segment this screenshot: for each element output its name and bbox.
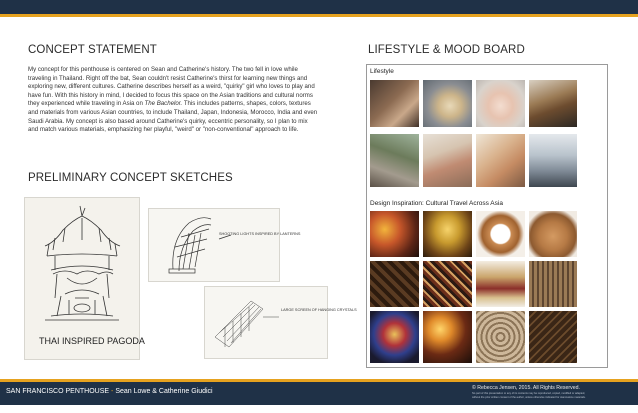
- concept-statement-heading: CONCEPT STATEMENT: [28, 44, 157, 56]
- footer-fine-print-2: without the prior written consent of the author, unless otherwise indicated for stand-alone materials.: [472, 396, 586, 400]
- concept-sketches-heading: PRELIMINARY CONCEPT SKETCHES: [28, 172, 233, 184]
- ornate-sofa-photo: [476, 261, 525, 307]
- dog-photo: [423, 80, 472, 127]
- footer-copyright: © Rebecca Jensen, 2015. All Rights Reserved.: [472, 385, 580, 391]
- lifestyle-label: Lifestyle: [370, 68, 394, 75]
- rock-climbing-photo: [370, 134, 419, 187]
- footer-designers: Sean Lowe & Catherine Giudici: [115, 388, 213, 395]
- footer-project-line: [6, 388, 213, 395]
- dark-wood-carving-photo: [529, 311, 577, 363]
- festival-lanterns-photo: [370, 211, 419, 257]
- pagoda-sketch: [24, 197, 145, 360]
- wooden-bracelet-photo: [476, 211, 525, 257]
- rose-window-photo: [370, 311, 419, 363]
- happy-couple-photo: [370, 80, 419, 127]
- hanging-crystals-sketch: [204, 286, 357, 359]
- lantern-lights-sketch: [148, 208, 301, 282]
- woven-wicker-photo: [529, 261, 577, 307]
- concept-text-part-1: My concept for this penthouse is centered on Sean and Catherine's history. The two fell in love while traveling in Thailand. Right off the bat, Sean couldn't resist Catherine's thirst for learning new things and exploring new, different cultures. Catherine describes herself as a weird, "quirky" girl who loves to play and have fun. With this history in mind, I decided to focus this space on the Asian traditions and cultural norms they experienced while traveling in Asia on: [28, 66, 315, 108]
- golden-temple-photo: [423, 211, 472, 257]
- footer-project-name: SAN FRANCISCO PENTHOUSE: [6, 388, 110, 395]
- footer-copyright-block: [472, 385, 632, 399]
- design-inspiration-label: Design Inspiration: Cultural Travel Across Asia: [370, 200, 503, 207]
- guitar-photo: [529, 80, 577, 127]
- concept-text-italic: The Bachelor.: [144, 100, 183, 108]
- mood-board-heading: LIFESTYLE & MOOD BOARD: [368, 44, 525, 56]
- pagoda-drawing: [25, 198, 145, 359]
- carved-panel-photo: [370, 261, 419, 307]
- footer-separator: -: [109, 388, 116, 395]
- crystals-note-text: LARGE SCREEN OF HANGING CRYSTALS: [281, 308, 357, 312]
- footer-bar: [0, 379, 638, 405]
- laptop-work-photo: [529, 134, 577, 187]
- patterned-textile-photo: [423, 261, 472, 307]
- concept-statement-text: [28, 66, 318, 135]
- friends-cooking-photo: [476, 134, 525, 187]
- footer-fine-print-1: No part of this presentation or any of its contents may be reproduced, copied, modified or adapted,: [472, 392, 586, 395]
- lantern-note: [219, 232, 301, 236]
- mood-board: [366, 64, 608, 368]
- family-at-table-photo: [423, 134, 472, 187]
- header-accent-line: [0, 14, 638, 17]
- wooden-balls-photo: [529, 211, 577, 257]
- crystals-note: [281, 308, 357, 312]
- header-bar: [0, 0, 638, 14]
- ornate-stone-carving-photo: [476, 311, 525, 363]
- pagoda-caption: THAI INSPIRED PAGODA: [39, 336, 145, 346]
- lantern-lights-drawing: [149, 209, 301, 281]
- concept-text-part-2: This includes patterns, shapes, colors, textures and materials from various Asian countries, to include Thailand, Japan, Indonesia, Morocco, India and even Saudi Arabia. My concept is also based around Catherine's quirky, eccentric personality, so I plan to mix and match various materials, emphasizing her playful, "weird" or "non-conventional" approach to life.: [28, 100, 318, 134]
- hanging-crystals-drawing: [205, 287, 357, 358]
- sleeping-baby-photo: [476, 80, 525, 127]
- lantern-note-text: SHOOTING LIGHTS INSPIRED BY LANTERNS: [219, 232, 301, 236]
- lantern-lights-photo: [423, 311, 472, 363]
